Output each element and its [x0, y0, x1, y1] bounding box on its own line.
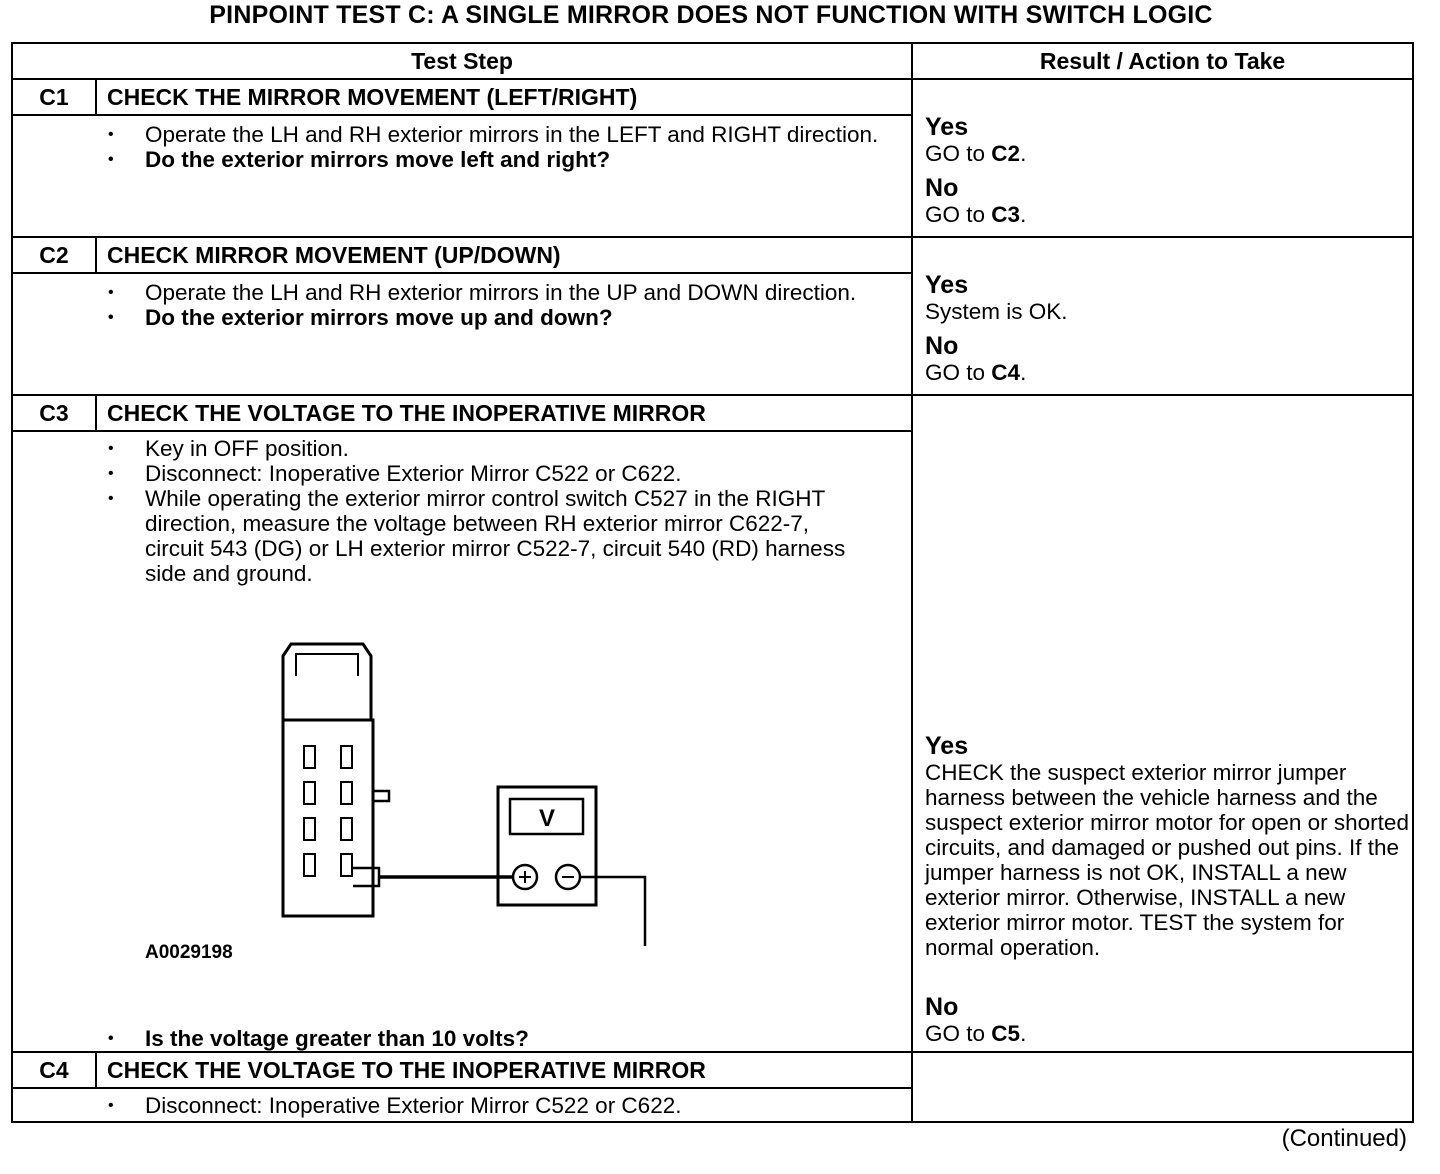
page-title: PINPOINT TEST C: A SINGLE MIRROR DOES NOT FUNCTION WITH SWITCH LOGIC [209, 1, 1213, 29]
bullet: • Operate the LH and RH exterior mirrors in the LEFT and RIGHT direction. [145, 122, 911, 147]
no-end: . [1020, 360, 1027, 385]
question: • Is the voltage greater than 10 volts? [145, 1026, 911, 1051]
bullet: • Disconnect: Inoperative Exterior Mirror C522 or C622. [145, 461, 851, 486]
no-end: . [1020, 202, 1027, 227]
step-id: C3 [12, 395, 96, 431]
result-header: Result / Action to Take [912, 43, 1413, 79]
voltmeter-diagram [13, 586, 913, 946]
result-cell [912, 395, 1413, 1052]
yes-label: Yes [925, 271, 969, 299]
result-cell [912, 237, 1413, 395]
pinpoint-test-table [11, 42, 1414, 1123]
no-label: No [925, 174, 959, 202]
yes-text: CHECK the suspect exterior mirror jumper harness between the vehicle harness and the suspect exterior mirror motor for open or shorted circuits, and damaged or pushed out pins. If the jumper harness is not OK, INSTALL a new exterior mirror. Otherwise, INSTALL a new exterior mirror motor. TEST the system for normal operation. [925, 760, 1409, 960]
figure [13, 586, 911, 1026]
yes-text: System is OK. [925, 299, 1068, 324]
no-label: No [925, 993, 959, 1021]
step-id: C1 [12, 79, 96, 115]
figure-id: A0029198 [145, 942, 233, 963]
no-target: C3 [991, 202, 1021, 227]
no-target: C5 [991, 1021, 1021, 1046]
bullet: • Key in OFF position. [145, 436, 851, 461]
bullet: • While operating the exterior mirror control switch C527 in the RIGHT direction, measure the voltage between RH exterior mirror C622-7, circuit 543 (DG) or LH exterior mirror C522-7, circuit 540 (RD) harness side and ground. [145, 486, 851, 586]
result-cell [912, 1052, 1413, 1122]
test-step-header: Test Step [12, 43, 912, 79]
no-text: GO to [925, 202, 992, 227]
step-title: CHECK THE VOLTAGE TO THE INOPERATIVE MIRROR [96, 1052, 912, 1088]
continued-note: (Continued) [1281, 1125, 1407, 1152]
yes-text: GO to [925, 141, 992, 166]
no-end: . [1020, 1021, 1027, 1046]
step-body [12, 273, 912, 395]
no-label: No [925, 332, 959, 360]
step-title: CHECK THE VOLTAGE TO THE INOPERATIVE MIRROR [96, 395, 912, 431]
no-text: GO to [925, 1021, 992, 1046]
bullet: • Disconnect: Inoperative Exterior Mirror C522 or C622. [145, 1093, 911, 1118]
yes-label: Yes [925, 113, 969, 141]
question: • Do the exterior mirrors move left and right? [145, 147, 911, 172]
step-id: C2 [12, 237, 96, 273]
step-id: C4 [12, 1052, 96, 1088]
step-body [12, 115, 912, 237]
no-text: GO to [925, 360, 992, 385]
yes-label: Yes [925, 732, 969, 760]
step-body [12, 431, 912, 1052]
yes-end: . [1020, 141, 1027, 166]
question: • Do the exterior mirrors move up and down? [145, 305, 911, 330]
step-body [12, 1088, 912, 1122]
step-title: CHECK MIRROR MOVEMENT (UP/DOWN) [96, 237, 912, 273]
bullet: • Operate the LH and RH exterior mirrors in the UP and DOWN direction. [145, 280, 911, 305]
result-cell [912, 79, 1413, 237]
no-target: C4 [991, 360, 1021, 385]
step-title: CHECK THE MIRROR MOVEMENT (LEFT/RIGHT) [96, 79, 912, 115]
meter-label: V [538, 805, 556, 832]
yes-target: C2 [991, 141, 1021, 166]
